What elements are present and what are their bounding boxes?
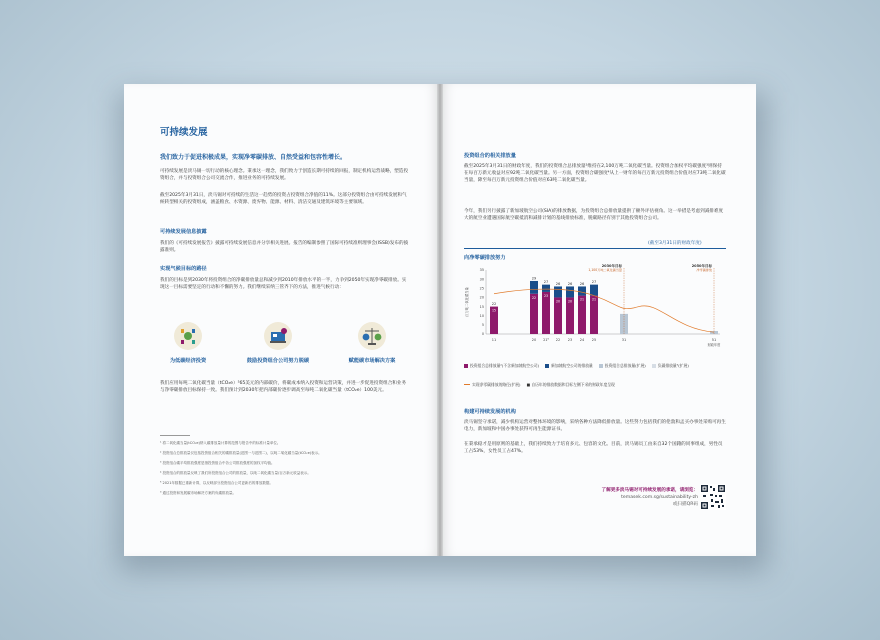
bar-value-label: 20 xyxy=(567,299,573,304)
x-tick-label: 51 xyxy=(711,338,717,342)
x-tick-label: 11 xyxy=(491,338,497,342)
net-zero-pathway-line xyxy=(491,289,714,332)
bar-value-label: 23 xyxy=(543,293,549,298)
lead-statement: 我们致力于促进积极成果，实现净零碳排放、自然受益和包容性增长。 xyxy=(160,154,347,161)
heading-sustainable-org: 构建可持续发展的机构 xyxy=(464,409,516,415)
intro-paragraph: 可持续发展是淡马锡一切行动的核心理念。秉承这一理念，我们致力于创造长期可持续的回报，制定机构运营战略，塑造投资组合，并与投资组合公司交流合作，推进业务的可持续发展。 xyxy=(160,169,409,181)
legend-swatch xyxy=(652,364,656,368)
emissions-chart xyxy=(464,264,728,348)
book-spine xyxy=(437,84,443,556)
x-tick-label: 22 xyxy=(555,338,561,342)
bar-sia xyxy=(542,285,550,292)
y-tick-label: 35 xyxy=(479,268,484,273)
legend-label: 投资组合总排放量²(不含新加坡航空公司) xyxy=(470,363,540,368)
bar-total-label: 22 xyxy=(491,302,497,307)
qr-code[interactable] xyxy=(700,484,726,510)
qr-caption: 或扫描QR码 xyxy=(672,502,698,507)
bar-value-label: 22 xyxy=(531,295,537,300)
legend-item xyxy=(599,363,646,369)
operations-paragraph: 淡马锡坚守承诺，减少机构运营对整体环境的影响，采纳各种方法降低排放量。这些努力包括我们的伦敦和孟买办事处采购可再生电力，新加坡和中国办事处获得可再生能源证书。 xyxy=(464,420,726,432)
heading-climate-path: 实现气候目标的路径 xyxy=(160,266,207,272)
bar-total-label: 29 xyxy=(531,276,537,281)
legend-item xyxy=(545,363,593,369)
x-tick-label: 24 xyxy=(579,338,585,342)
heading-portfolio-emissions: 投资组合的相关排放量 xyxy=(464,153,516,159)
annotation-2050-title: 2050年目标 xyxy=(691,264,712,268)
x-tick-label: 25 xyxy=(591,338,597,342)
legend-swatch xyxy=(464,364,468,368)
x-tick-label: 23 xyxy=(567,338,573,342)
x-axis-label: 财政年度 xyxy=(707,343,721,347)
annotation-2050-sub: 净零碳排放 xyxy=(696,268,712,272)
y-tick-label: 20 xyxy=(479,295,484,300)
footnote-6: ⁶ 通过投资和发展碳市场解决方案的负碳排放量。 xyxy=(160,491,237,495)
y-tick-label: 25 xyxy=(479,286,484,291)
page-title: 可持续发展 xyxy=(160,127,208,138)
sia-paragraph: 今年，我们另行披露了新加坡航空公司(SIA)的排放数据，为投资组合总排放量提供了额外评估视角。这一举措是考虑到减排难度大的航空业遭遇国际航空碳抵消和减排计划的基线排放标准，脱碳路径有别于其他投资组合公司。 xyxy=(464,209,724,221)
bar-portfolio xyxy=(542,292,550,334)
bar-value-label: 21 xyxy=(591,297,597,302)
legend-label: ■ 自历年的排放数据和目标左侧下采的财政年度呈现 xyxy=(526,382,615,387)
legend-label: 投资组合总排放量(扩展) xyxy=(604,363,646,368)
legend-label: 新加坡航空公司的排放量 xyxy=(551,363,593,368)
footnote-3: ³ 投资组合碳平均排放强度是指投资组合中各公司排放强度的加权平均值。 xyxy=(160,461,275,465)
trend-paragraph: 截至2025年3月31日，淡马锡对可持续的生活这一趋势的投资占投资组合净值的11%。这部分投资组合由可持续发展和气候转型相关的投资组成，涵盖粮食、水资源、废弃物、能源、材料、清洁交通及建筑环境等主要领域。 xyxy=(160,193,407,205)
chart-legend xyxy=(464,352,726,390)
legend-swatch xyxy=(545,364,549,368)
bar-portfolio xyxy=(530,294,538,334)
legend-swatch xyxy=(464,384,470,385)
annotation-2030-title: 2030年目标 xyxy=(601,264,622,268)
x-tick-label: 21⁵ xyxy=(543,338,549,342)
action-label-invest: 为低碳经济投资 xyxy=(169,358,207,364)
footnote-5: ⁵ 2021年数据已重新计算，以反映部分投资组合公司更新后的排放数据。 xyxy=(160,481,273,485)
y-tick-label: 10 xyxy=(479,313,484,318)
left-page xyxy=(124,84,440,556)
bar-total-label: 26 xyxy=(555,281,561,286)
decarbonisation-icon xyxy=(264,322,292,350)
bar-sia xyxy=(590,285,598,296)
diversity-paragraph: 在秉承稳才是用原则的基础上，我们持续致力于培育多元、包容的文化。目前，淡马锡员工由来自32个国籍的同事组成，男性员工占53%，女性员工占47%。 xyxy=(464,442,723,454)
action-label-carbon-market: 赋能碳市场解决方案 xyxy=(348,358,396,364)
legend-item xyxy=(652,363,689,369)
cta-text: 了解更多淡马锡对可持续发展的承诺，请浏览： xyxy=(601,488,698,493)
footnote-1: ¹ 将二氧化碳当量(tCO₂e)纳入碳排放量计算的范围与报告中的标准计量单位。 xyxy=(160,441,281,445)
y-axis-label: 百万吨二氧化碳当量 xyxy=(465,287,469,317)
bar-sia xyxy=(554,286,562,297)
y-tick-label: 15 xyxy=(479,304,484,309)
legend-label: 负碳排放量⁶(扩展) xyxy=(657,363,689,368)
disclosure-paragraph: 我们的《可持续发展报告》披露可持续发展信息并分享相关进展。报告的编制参照了国际可持续准则理事会(ISSB)发布的披露准则。 xyxy=(160,241,409,253)
bar-total-label: 27 xyxy=(591,280,597,285)
action-label-decarbonise: 鼓励投资组合公司努力脱碳 xyxy=(246,358,310,364)
bar-sia xyxy=(530,281,538,294)
bar-total-label: 26 xyxy=(567,281,573,286)
annotation-2030-sub: 1,100万吨二氧化碳当量 xyxy=(588,268,622,272)
chart-top-rule xyxy=(464,248,726,249)
green-investment-icon xyxy=(174,322,202,350)
bar-total-label: 27 xyxy=(543,280,549,285)
y-tick-label: 0 xyxy=(481,332,484,337)
x-tick-label: 31 xyxy=(621,338,627,342)
bar-value-label: 21 xyxy=(579,297,585,302)
chart-heading: 向净零碳排放努力 xyxy=(464,255,506,261)
bar-value-label: 20 xyxy=(555,299,561,304)
x-tick-label: 20 xyxy=(531,338,537,342)
bar-sia xyxy=(578,286,586,295)
footnote-4: ⁴ 投资组合的排放量反映了我们所投资组合公司的排放量，以吨二氧化碳当量/百万新元收益表示。 xyxy=(160,471,311,475)
legend-label: 实现净零碳排放的路径(扩展) xyxy=(472,382,521,387)
legend-item xyxy=(527,382,615,388)
y-tick-label: 30 xyxy=(479,277,484,282)
bar-total-label: 26 xyxy=(579,281,585,286)
y-tick-label: 5 xyxy=(481,323,484,328)
carbon-market-icon xyxy=(358,322,386,350)
legend-item xyxy=(464,382,521,388)
climate-paragraph: 我们的目标是到2030年将投资组合的净碳排放量总和减少到2010年排放水平的一半，力争到2050年实现净零碳排放。实现这一目标需要坚定的行动和不懈的努力。我们继续采纳三管齐下的方法，推进气候行动： xyxy=(160,278,407,290)
bar-sia xyxy=(566,286,574,297)
heading-disclosure: 可持续发展信息披露 xyxy=(160,229,207,235)
legend-item xyxy=(464,363,539,369)
footnote-divider xyxy=(160,435,190,436)
emissions-paragraph: 截至2025年3月31日的财政年度，我们的投资组合总排放量²维持在2,100万吨二氧化碳当量。投资组合加权平均碳强度³则保持在每百万新元收益对应92吨二氧化碳当量。另一方面，投资组合碳强度⁴从上一财年的每百万新元投资组合价值对应73吨二氧化碳当量，降至每百万新元投资组合价值对应63吨二氧化碳当量。 xyxy=(464,164,726,183)
sustainability-link[interactable]: temasek.com.sg/sustainability-zh xyxy=(621,495,698,500)
footnote-2: ² 投资组合总排放量仅包括投资组合相关的碳排放量(范围一与范围二)，以吨二氧化碳当量(tCO₂e)表示。 xyxy=(160,451,322,455)
legend-swatch xyxy=(599,364,603,368)
bar-value-label: 15 xyxy=(491,308,497,313)
carbon-price-paragraph: 我们应用每吨二氧化碳当量（tCO₂e）⁵65美元的内部碳价，将碳成本纳入投资和运营决策，并进一步促进投资组合和业务与净零碳排放目标保持一致。我们预计到2030年把内部碳价逐步调高至每吨二氧化碳当量（tCO₂e）100美元。 xyxy=(160,381,407,393)
fiscal-year-note: (截至3月31日的财政年度) xyxy=(648,241,702,246)
